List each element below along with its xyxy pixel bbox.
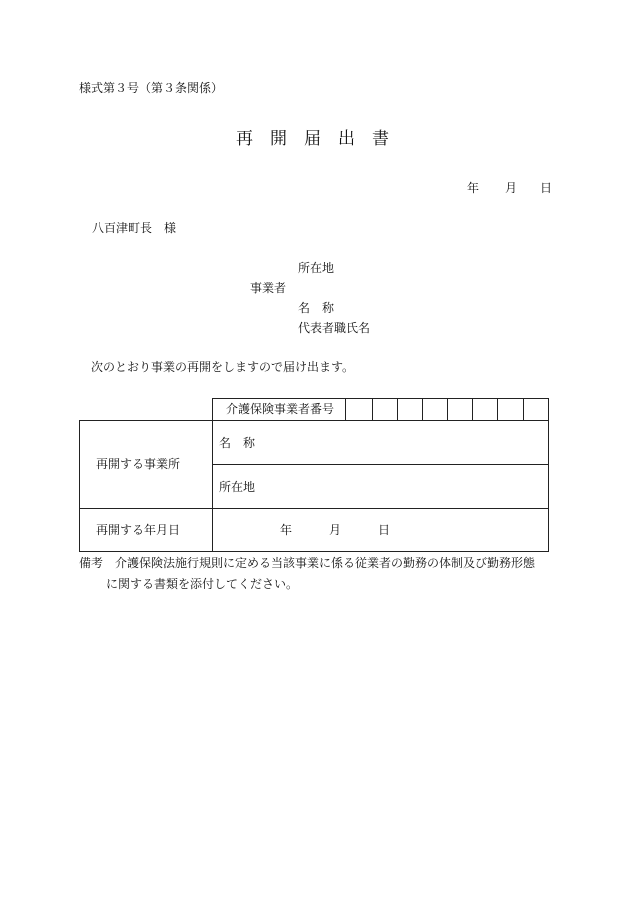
remarks-line-2: に関する書類を添付してください。: [106, 577, 299, 591]
resume-day-label: 日: [378, 523, 391, 537]
form-number: 様式第３号（第３条関係）: [79, 81, 224, 95]
resume-date-label: 再開する年月日: [96, 523, 181, 537]
table-line: [212, 398, 549, 399]
table-line: [79, 551, 549, 552]
office-address-label: 所在地: [219, 480, 256, 494]
document-title: 再開届出書: [236, 129, 406, 149]
remarks-line-1: 備考 介護保険法施行規則に定める当該事業に係る従業者の勤務の体制及び勤務形態: [79, 556, 536, 570]
recipient: 八百津町長 様: [92, 221, 177, 235]
applicant-address-label: 所在地: [298, 261, 335, 275]
office-name-label: 名 称: [219, 436, 256, 450]
table-line: [372, 398, 373, 420]
resume-year-label: 年: [280, 523, 293, 537]
date-year: 年: [467, 181, 480, 195]
applicant-label: 事業者: [250, 281, 287, 295]
table-line: [497, 398, 498, 420]
table-line: [523, 398, 524, 420]
table-line: [212, 420, 213, 552]
table-line: [79, 508, 549, 509]
table-line: [447, 398, 448, 420]
date-day: 日: [540, 181, 553, 195]
table-line: [79, 420, 549, 421]
table-line: [472, 398, 473, 420]
table-line: [212, 464, 549, 465]
table-line: [422, 398, 423, 420]
table-line: [79, 508, 80, 552]
applicant-representative-label: 代表者職氏名: [298, 321, 371, 335]
intro-text: 次のとおり事業の再開をしますので届け出ます。: [91, 360, 355, 374]
table-line: [345, 398, 346, 420]
insurer-number-label: 介護保険事業者番号: [226, 402, 335, 416]
table-line: [548, 508, 549, 552]
resume-month-label: 月: [329, 523, 342, 537]
applicant-name-label: 名 称: [298, 301, 335, 315]
table-line: [397, 398, 398, 420]
office-label: 再開する事業所: [96, 457, 181, 471]
table-line: [548, 398, 549, 524]
date-month: 月: [505, 181, 518, 195]
